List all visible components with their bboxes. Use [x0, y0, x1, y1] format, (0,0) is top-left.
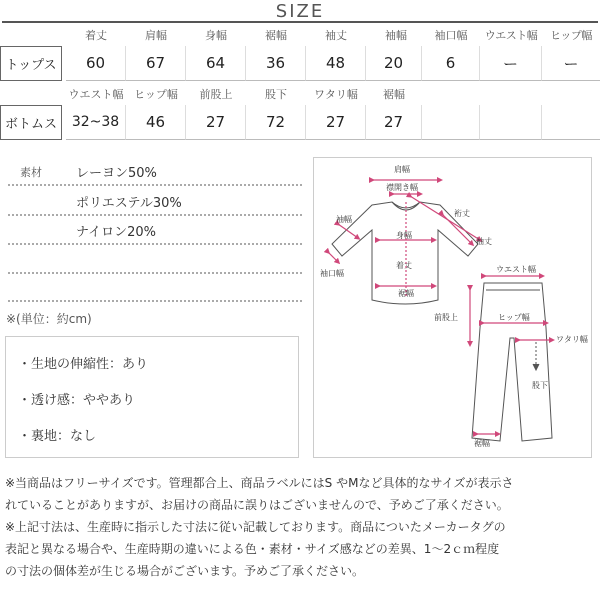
garment-diagram-svg	[314, 158, 593, 459]
tops-value-sleeve-width: 20	[366, 46, 422, 81]
stretch-property: ・生地の伸縮性：あり	[18, 357, 149, 372]
note-line: ※当商品はフリーサイズです。管理都合上、商品ラベルにはS やMなど具体的なサイズが表示さ	[5, 476, 514, 490]
dotted-divider	[8, 214, 302, 216]
note-line: ※上記寸法は、生産時に指示した寸法に従い記載しております。商品についたメーカータグの	[5, 520, 506, 534]
lining-property: ・裏地：なし	[18, 429, 97, 444]
material-line-2: ポリエステル30%	[76, 196, 182, 211]
bottoms-value-waist: 32~38	[66, 105, 126, 140]
page-title: SIZE	[275, 1, 325, 22]
bottoms-value-hip: 46	[126, 105, 186, 140]
measurement-diagram	[313, 157, 592, 458]
pants-illustration	[472, 283, 552, 441]
bottoms-value-empty-3	[542, 105, 600, 140]
tops-header-body-width: 身幅	[205, 29, 227, 42]
diagram-label-inseam: 股下	[532, 381, 548, 390]
tops-header-hip: ヒップ幅	[550, 29, 592, 42]
bottoms-value-thigh: 27	[306, 105, 366, 140]
diagram-label-sleeve-width: 袖幅	[336, 215, 352, 224]
diagram-label-length: 着丈	[396, 261, 412, 270]
tops-value-length: 60	[66, 46, 126, 81]
bottoms-value-inseam: 72	[246, 105, 306, 140]
diagram-label-neck: 襟開き幅	[386, 183, 418, 192]
inseam-arrow	[533, 342, 539, 370]
title-divider	[2, 21, 598, 23]
bottoms-header-inseam: 股下	[265, 88, 287, 101]
tops-header-shoulder: 肩幅	[145, 29, 167, 42]
tops-value-waist: ー	[480, 46, 542, 81]
tops-header-cuff: 袖口幅	[434, 29, 468, 42]
bottoms-value-empty-2	[480, 105, 542, 140]
notes-section	[5, 472, 597, 582]
dotted-divider	[8, 184, 302, 186]
tops-value-sleeve-length: 48	[306, 46, 366, 81]
bottoms-row-label: ボトムス	[0, 105, 62, 140]
dotted-divider	[8, 272, 302, 274]
bottoms-value-empty-1	[422, 105, 480, 140]
diagram-label-thigh: ワタリ幅	[556, 335, 588, 344]
diagram-label-rise: 前股上	[434, 313, 458, 322]
diagram-label-cuff: 袖口幅	[320, 269, 344, 278]
tops-header-length: 着丈	[85, 29, 107, 42]
bottoms-header-thigh: ワタリ幅	[314, 88, 358, 101]
bottoms-header-waist: ウエスト幅	[68, 88, 124, 101]
bottoms-header-hem: 裾幅	[383, 88, 405, 101]
note-line: 表記と異なる場合や、生産時期の違いによる色・素材・サイズ感などの差異、1～2ｃｍ程度	[5, 542, 500, 556]
dotted-divider	[8, 243, 302, 245]
tops-row-label: トップス	[0, 46, 62, 81]
diagram-label-hem: 裾幅	[398, 289, 414, 298]
diagram-label-hip: ヒップ幅	[498, 313, 530, 322]
tops-header-waist: ウエスト幅	[484, 29, 538, 42]
bottoms-header-hip: ヒップ幅	[134, 88, 178, 101]
diagram-label-yuki: 裄丈	[454, 209, 470, 218]
diagram-label-shoulder: 肩幅	[394, 165, 410, 174]
tops-value-shoulder: 67	[126, 46, 186, 81]
tops-value-hem: 36	[246, 46, 306, 81]
diagram-label-sleeve-length: 袖丈	[476, 237, 492, 246]
diagram-label-pants-hem: 裾幅	[474, 439, 490, 448]
bottoms-value-hem: 27	[366, 105, 422, 140]
material-line-1: レーヨン50%	[76, 166, 157, 181]
material-line-3: ナイロン20%	[76, 225, 156, 240]
diagram-label-waist: ウエスト幅	[496, 265, 536, 274]
bottoms-header-rise: 前股上	[199, 88, 233, 101]
material-label: 素材	[20, 166, 42, 179]
tops-value-hip: ー	[542, 46, 600, 81]
unit-note: ※(単位：約cm)	[6, 312, 92, 326]
note-line: の寸法の個体差が生じる場合がございます。予めご了承ください。	[5, 564, 365, 578]
tops-value-body-width: 64	[186, 46, 246, 81]
tops-header-sleeve-length: 袖丈	[325, 29, 347, 42]
tops-header-sleeve-width: 袖幅	[385, 29, 407, 42]
tops-header-hem: 裾幅	[265, 29, 287, 42]
fabric-properties-box	[5, 336, 299, 458]
note-line: れていることがありますが、お届けの商品に誤りはございませんので、予めご了承ください。	[5, 498, 509, 512]
dotted-divider	[8, 300, 302, 302]
sheerness-property: ・透け感：ややあり	[18, 393, 136, 408]
bottoms-value-rise: 27	[186, 105, 246, 140]
tops-value-cuff: 6	[422, 46, 480, 81]
diagram-label-body-width: 身幅	[396, 231, 412, 240]
